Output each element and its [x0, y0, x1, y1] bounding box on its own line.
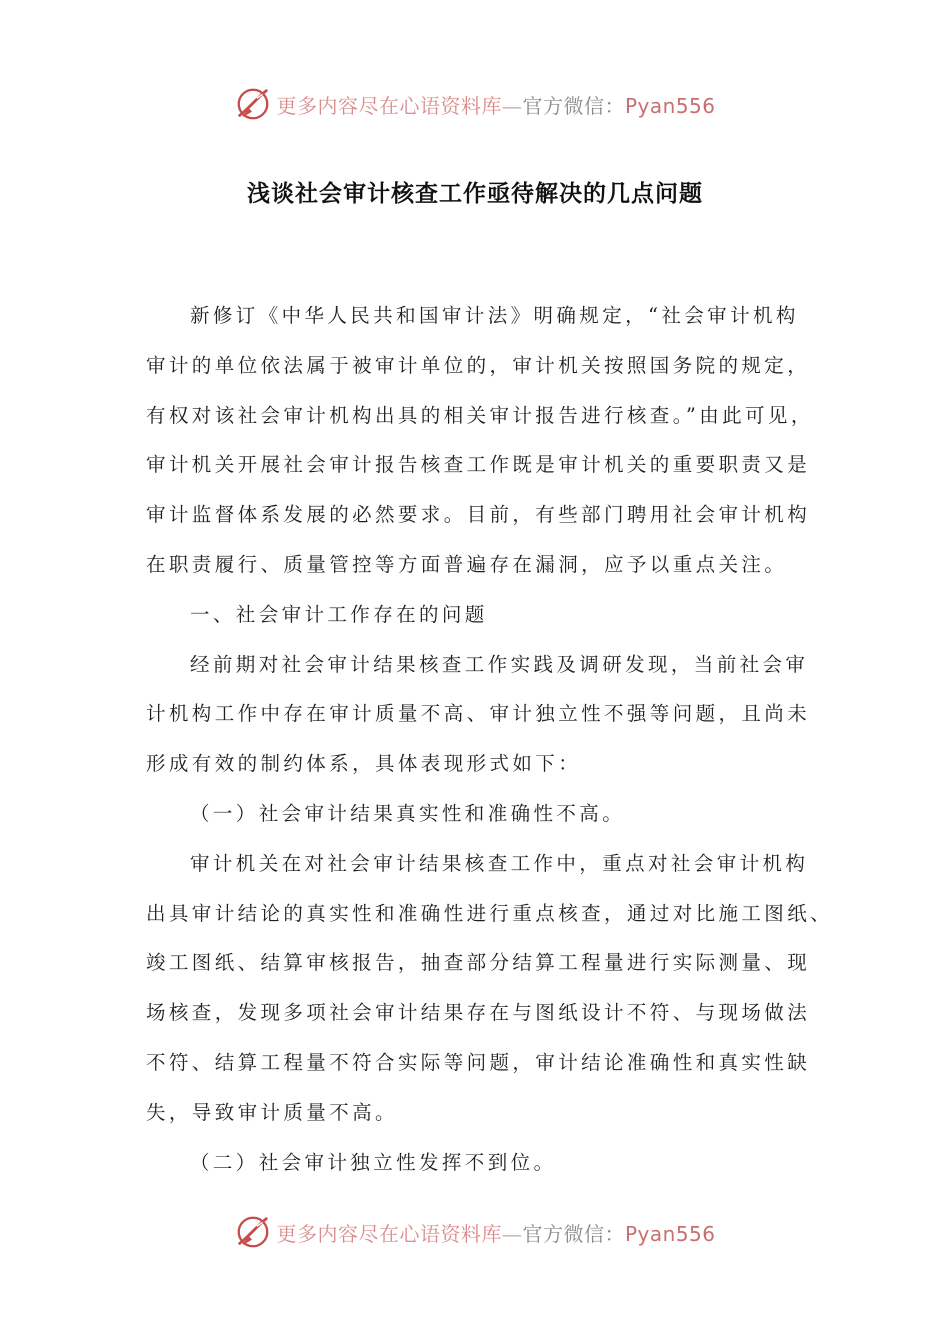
paragraph-line: 出具审计结论的真实性和准确性进行重点核查，通过对比施工图纸、: [146, 901, 834, 925]
banner-separator: —: [501, 93, 523, 118]
paragraph-line: 新修订《中华人民共和国审计法》明确规定，“社会审计机构: [190, 304, 799, 327]
document-body: [146, 291, 834, 1187]
document-title: 浅谈社会审计核查工作亟待解决的几点问题: [247, 181, 703, 207]
pen-nib-logo-icon: [234, 1213, 272, 1251]
banner-main-text: 更多内容尽在心语资料库: [276, 1221, 502, 1246]
paragraph-line: 审计监督体系发展的必然要求。目前，有些部门聘用社会审计机构: [146, 503, 811, 527]
banner-text: [276, 90, 715, 119]
paragraph-line: 失，导致审计质量不高。: [146, 1100, 398, 1124]
subsection-heading: （二）社会审计独立性发挥不到位。: [190, 1150, 557, 1174]
paragraph-line: 审计机关在对社会审计结果核查工作中，重点对社会审计机构: [190, 851, 809, 875]
header-banner: [0, 82, 950, 126]
paragraph-line: 有权对该社会审计机构出具的相关审计报告进行核查。”由此可见，: [146, 403, 814, 427]
subsection-heading: （一）社会审计结果真实性和准确性不高。: [190, 801, 626, 825]
paragraph-line: 形成有效的制约体系，具体表现形式如下：: [146, 752, 582, 776]
banner-separator: —: [501, 1221, 523, 1246]
paragraph-line: 竣工图纸、结算审核报告，抽查部分结算工程量进行实际测量、现: [146, 951, 811, 975]
paragraph-line: 计机构工作中存在审计质量不高、审计独立性不强等问题，且尚未: [146, 702, 811, 726]
paragraph-line: 在职责履行、质量管控等方面普遍存在漏洞，应予以重点关注。: [146, 552, 788, 576]
paragraph-line: 审计的单位依法属于被审计单位的，审计机关按照国务院的规定，: [146, 353, 811, 377]
banner-text: [276, 1218, 715, 1247]
banner-label: 官方微信：: [522, 93, 625, 118]
paragraph-line: 审计机关开展社会审计报告核查工作既是审计机关的重要职责又是: [146, 453, 811, 477]
banner-wechat-id: Pyan556: [624, 1221, 716, 1246]
banner-label: 官方微信：: [522, 1221, 625, 1246]
pen-nib-logo-icon: [234, 85, 272, 123]
section-heading: 一、社会审计工作存在的问题: [190, 602, 488, 626]
paragraph-line: 不符、结算工程量不符合实际等问题，审计结论准确性和真实性缺: [146, 1050, 811, 1074]
footer-banner: [0, 1210, 950, 1254]
banner-main-text: 更多内容尽在心语资料库: [276, 93, 502, 118]
paragraph-line: 场核查，发现多项社会审计结果存在与图纸设计不符、与现场做法: [146, 1001, 811, 1025]
banner-wechat-id: Pyan556: [624, 93, 716, 118]
paragraph-line: 经前期对社会审计结果核查工作实践及调研发现，当前社会审: [190, 652, 809, 676]
